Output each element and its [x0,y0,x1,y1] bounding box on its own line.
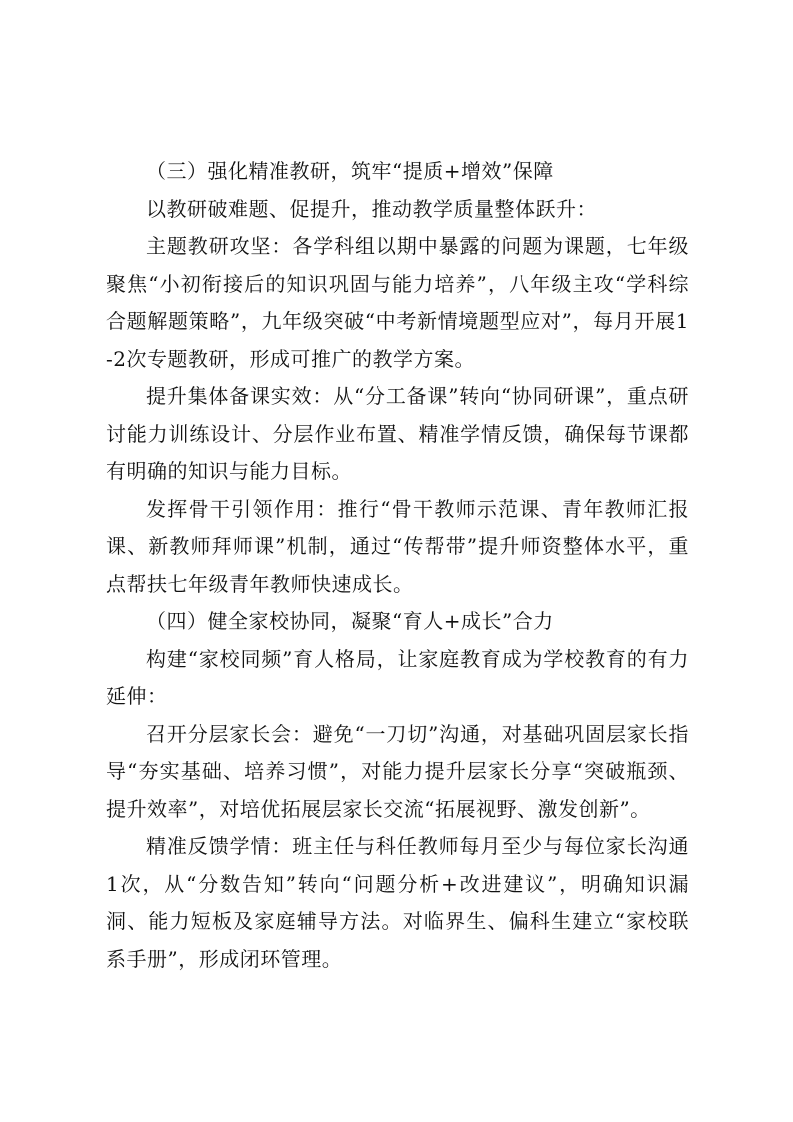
section-3-heading: （三）强化精准教研，筑牢“提质+增效”保障 [146,159,554,183]
section-3-paragraph-2: 提升集体备课实效：从“分工备课”转向“协同研课”，重点研讨能力训练设计、分层作业布置、精准学情反馈，确保每节课都有明确的知识与能力目标。 [106,384,689,483]
section-3-intro: 以教研破难题、促提升，推动教学质量整体跃升： [146,196,597,221]
section-3-paragraph-3: 发挥骨干引领作用：推行“骨干教师示范课、青年教师汇报课、新教师拜师课”机制，通过“传帮带”提升师资整体水平，重点帮扶七年级青年教师快速成长。 [106,496,689,596]
section-4-paragraph-1: 召开分层家长会：避免“一刀切”沟通，对基础巩固层家长指导“夯实基础、培养习惯”，对能力提升层家长分享“突破瓶颈、提升效率”，对培优拓展层家长交流“拓展视野、激发创新”。 [106,721,689,821]
document-body [106,153,689,978]
section-3-paragraph-1: 主题教研攻坚：各学科组以期中暴露的问题为课题，七年级聚焦“小初衔接后的知识巩固与能力培养”，八年级主攻“学科综合题解题策略”，九年级突破“中考新情境题型应对”，每月开展1-2次专题教研，形成可推广的教学方案。 [106,234,689,371]
section-4-intro: 构建“家校同频”育人格局，让家庭教育成为学校教育的有力延伸： [106,646,689,708]
section-4-heading: （四）健全家校协同，凝聚“育人+成长”合力 [146,609,554,633]
section-4-paragraph-2: 精准反馈学情：班主任与科任教师每月至少与每位家长沟通1次，从“分数告知”转向“问题分析+改进建议”，明确知识漏洞、能力短板及家庭辅导方法。对临界生、偏科生建立“家校联系手册”，形成闭环管理。 [106,834,689,971]
